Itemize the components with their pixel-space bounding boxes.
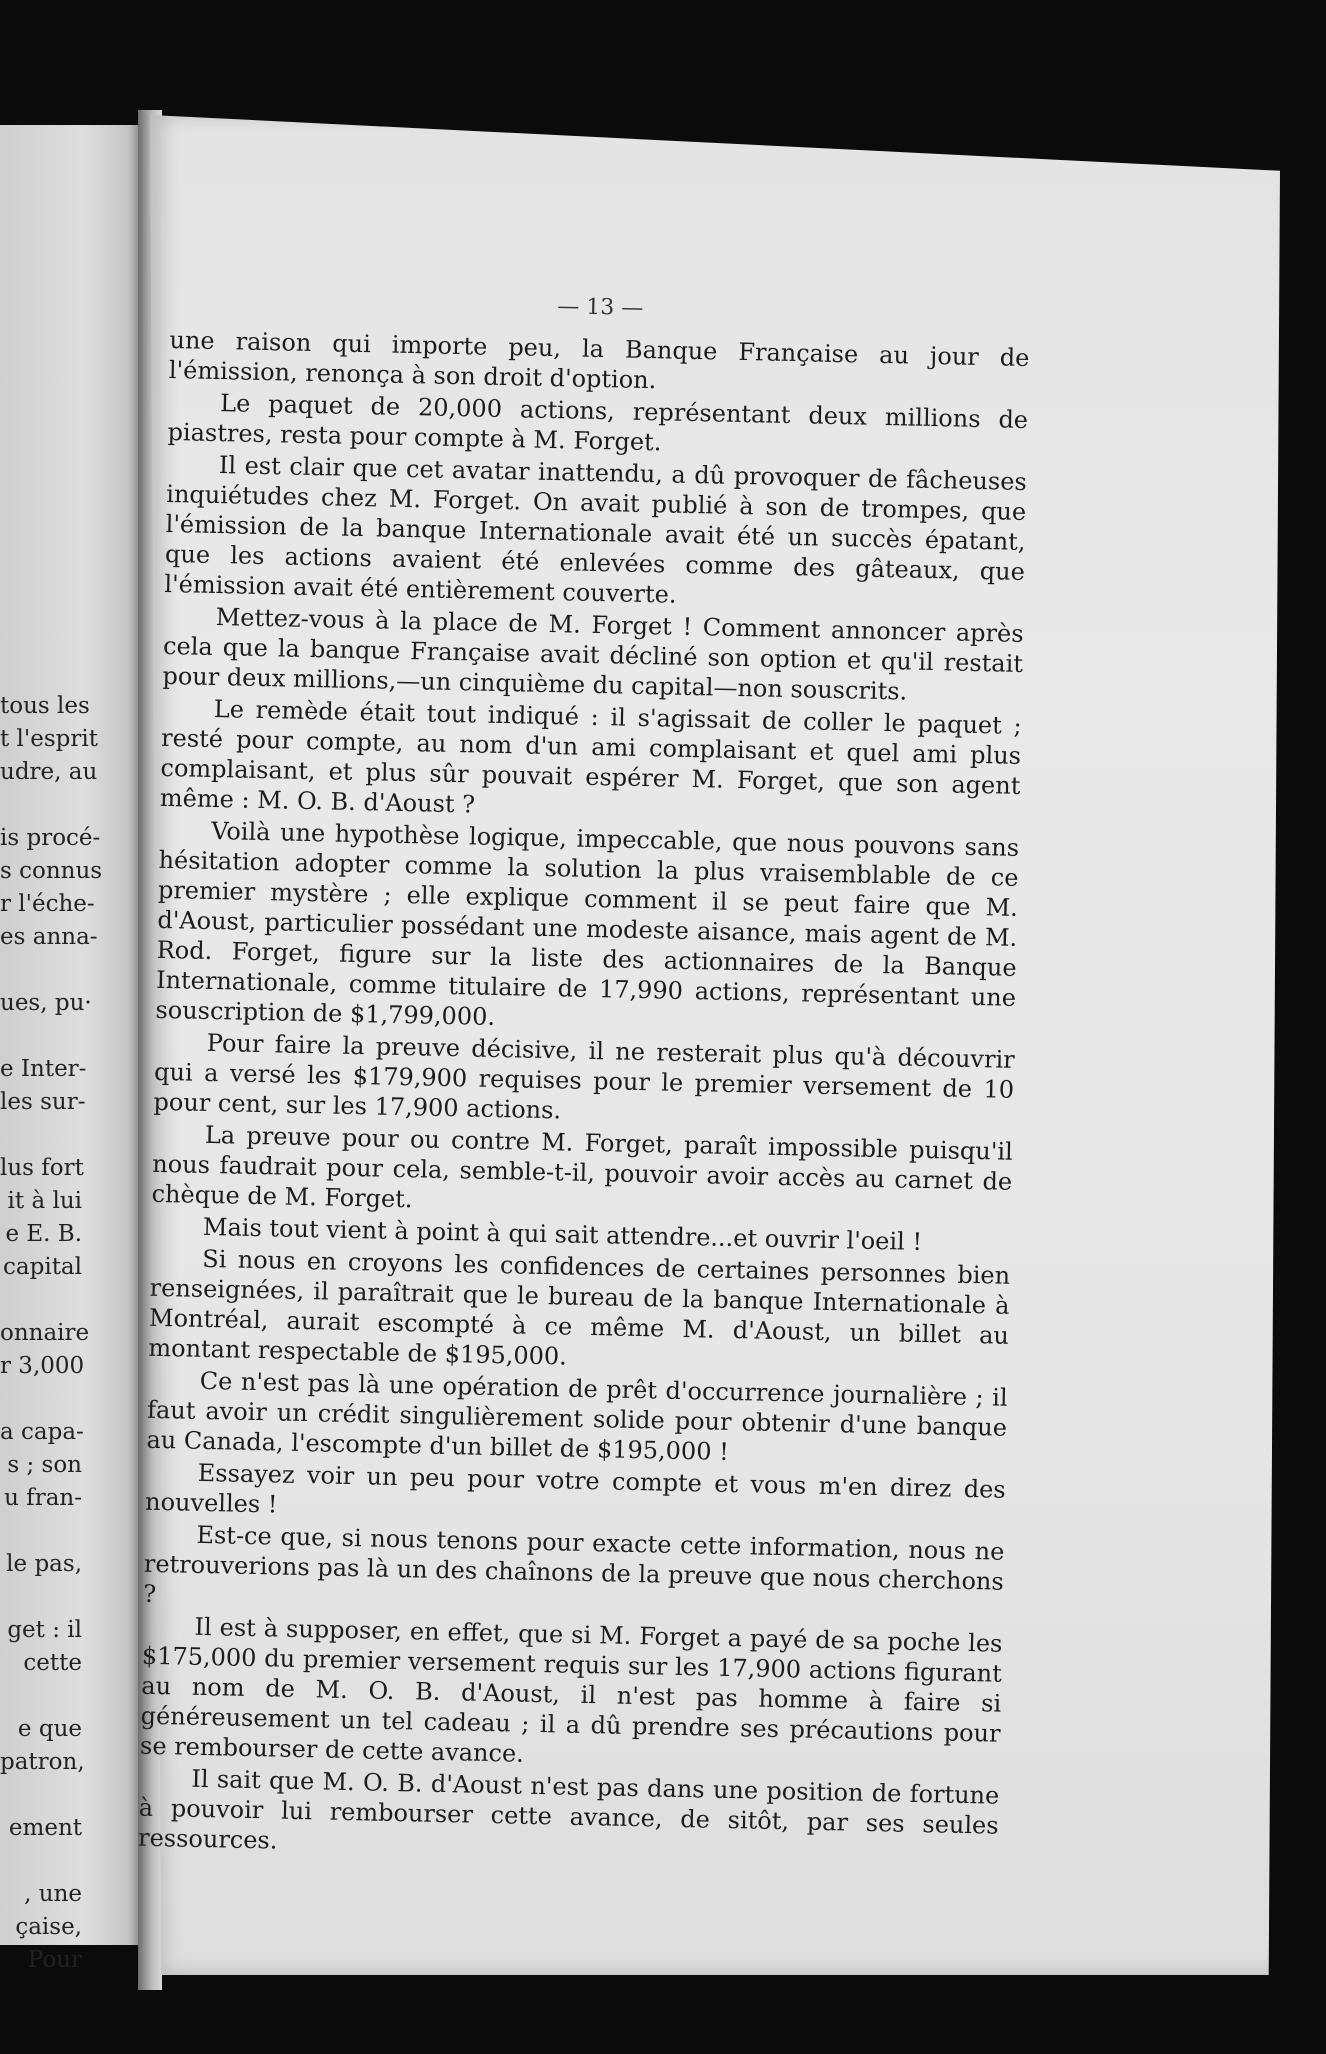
left-page-line: ues, pu· xyxy=(0,990,92,1016)
left-page-line: s ; son xyxy=(7,1452,82,1478)
paragraph: Pour faire la preuve décisive, il ne resterait plus qu'à découvrir qui a versé les $179,900 requises pour le premier versement de 10 pour cent, sur les 17,900 actions. xyxy=(153,1028,1015,1125)
left-page-line: e E. B. xyxy=(5,1221,82,1247)
paragraph: Si nous en croyons les confidences de certaines personnes bien renseignées, il paraîtrait que le bureau de la banque Internationale à Montréal, aurait escompté à ce même M. d'Aoust, un billet au montant respectable de $195,000. xyxy=(148,1244,1011,1371)
left-page-line: lus fort xyxy=(0,1155,84,1181)
left-page xyxy=(0,125,140,1973)
paragraph: Ce n'est pas là une opération de prêt d'occurrence journalière ; il faut avoir un crédit singulièrement solide pour obtenir d'une banque au Canada, l'escompte d'un billet de $195,000 ! xyxy=(146,1366,1008,1466)
left-page-line: get : il xyxy=(7,1617,82,1643)
left-page-line: patron, xyxy=(0,1749,85,1775)
paragraph: La preuve pour ou contre M. Forget, paraît impossible puisqu'il nous faudrait pour cela, semble-t-il, pouvoir avoir accès au carnet de chèque de M. Forget. xyxy=(151,1120,1014,1214)
left-page-line: tous les xyxy=(0,693,90,719)
left-page-line: r 3,000 xyxy=(0,1353,85,1379)
paragraphs xyxy=(138,325,1030,1871)
left-page-line: es anna- xyxy=(0,924,98,950)
left-page-line: onnaire xyxy=(0,1320,90,1346)
left-page-gap xyxy=(0,789,140,822)
paragraph: Essayez voir un peu pour votre compte et vous m'en direz des nouvelles ! xyxy=(144,1458,1006,1519)
left-page-text xyxy=(0,690,140,1977)
paragraph: Mais tout vient à point à qui sait attendre...et ouvrir l'oeil ! xyxy=(202,1212,923,1256)
left-page-gap xyxy=(0,1284,140,1317)
left-page-gap xyxy=(0,1383,140,1416)
left-page-gap xyxy=(0,1779,140,1812)
paragraph: Est-ce que, si nous tenons pour exacte cette information, nous ne retrouverions pas là un des chaînons de la preuve que nous cherchons ? xyxy=(142,1520,1005,1608)
left-page-line: u fran- xyxy=(4,1485,82,1511)
left-page-line: a capa- xyxy=(0,1419,84,1445)
paragraph: Il sait que M. O. B. d'Aoust n'est pas dans une position de fortune à pouvoir lui rembourser cette avance, de sitôt, par ses seules ressources. xyxy=(137,1764,1000,1855)
paragraph: une raison qui importe peu, la Banque Française au jour de l'émission, renonça à son droit d'option. xyxy=(168,325,1030,395)
left-page-line: Pour xyxy=(27,1947,82,1973)
left-page-line: çaise, xyxy=(15,1914,82,1940)
left-page-line: it à lui xyxy=(7,1188,82,1214)
paragraph: Il est à supposer, en effet, que si M. Forget a payé de sa poche les $175,000 du premier versement requis sur les 17,900 actions figurant au nom de M. O. B. d'Aoust, il n'est pas homme à faire si généreusement un tel cadeau ; il a dû prendre ses précautions pour se rembourser de cette avance. xyxy=(139,1612,1003,1768)
page-text-block xyxy=(137,294,1030,1873)
left-page-gap xyxy=(0,1845,140,1878)
left-page-line: capital xyxy=(3,1254,82,1280)
left-page-line: e que xyxy=(17,1716,82,1742)
left-page-gap xyxy=(0,1581,140,1614)
left-page-line: les sur- xyxy=(0,1089,86,1115)
paragraph: Mettez-vous à la place de M. Forget ! Comment annoncer après cela que la banque Française avait décliné son option et qu'il restait pour deux millions,—un cinquième du capital—non souscrits. xyxy=(162,603,1024,706)
paragraph: Il est clair que cet avatar inattendu, a dû provoquer de fâcheuses inquiétudes chez M. Forget. On avait publié à son de trompes, que l'émission de la banque Internationale avait été un succès épatant, que les actions avaient été enlevées comme des gâteaux, que l'émission avait été entièrement couverte. xyxy=(164,451,1028,609)
left-page-line: r l'éche- xyxy=(0,891,95,917)
left-page-gap xyxy=(0,1020,140,1053)
paragraph: Le remède était tout indiqué : il s'agissait de coller le paquet ; resté pour compte, au nom d'un ami complaisant et quel ami plus complaisant, et plus sûr pouvait espérer M. Forget, que son agent même : M. O. B. d'Aoust ? xyxy=(159,695,1022,819)
page-number: — 13 — xyxy=(557,294,644,321)
left-page-line: e Inter- xyxy=(0,1056,87,1082)
paragraph: Le paquet de 20,000 actions, représentant deux millions de piastres, resta pour compte à M. Forget. xyxy=(167,389,1029,457)
left-page-line: udre, au xyxy=(0,759,98,785)
left-page-line: is procé- xyxy=(0,825,101,851)
left-page-gap xyxy=(0,954,140,987)
left-page-line: cette xyxy=(23,1650,82,1676)
left-page-gap xyxy=(0,1680,140,1713)
left-page-line: t l'esprit xyxy=(0,726,98,752)
left-page-line: le pas, xyxy=(6,1551,82,1577)
left-page-gap xyxy=(0,1119,140,1152)
left-page-line: ement xyxy=(8,1815,82,1841)
paragraph: Voilà une hypothèse logique, impeccable, que nous pouvons sans hésitation adopter comme la solution la plus vraisemblable de ce premier mystère ; elle explique comment il se peut faire que M. d'Aoust, particulier possédant une modeste aisance, mais agent de M. Rod. Forget, figure sur la liste des actionnaires de la Banque Internationale, comme titulaire de 17,990 actions, représentant une souscription de $1,799,000. xyxy=(155,816,1020,1031)
left-page-line: s connus xyxy=(0,858,103,884)
left-page-line: , une xyxy=(24,1881,82,1907)
left-page-gap xyxy=(0,1515,140,1548)
